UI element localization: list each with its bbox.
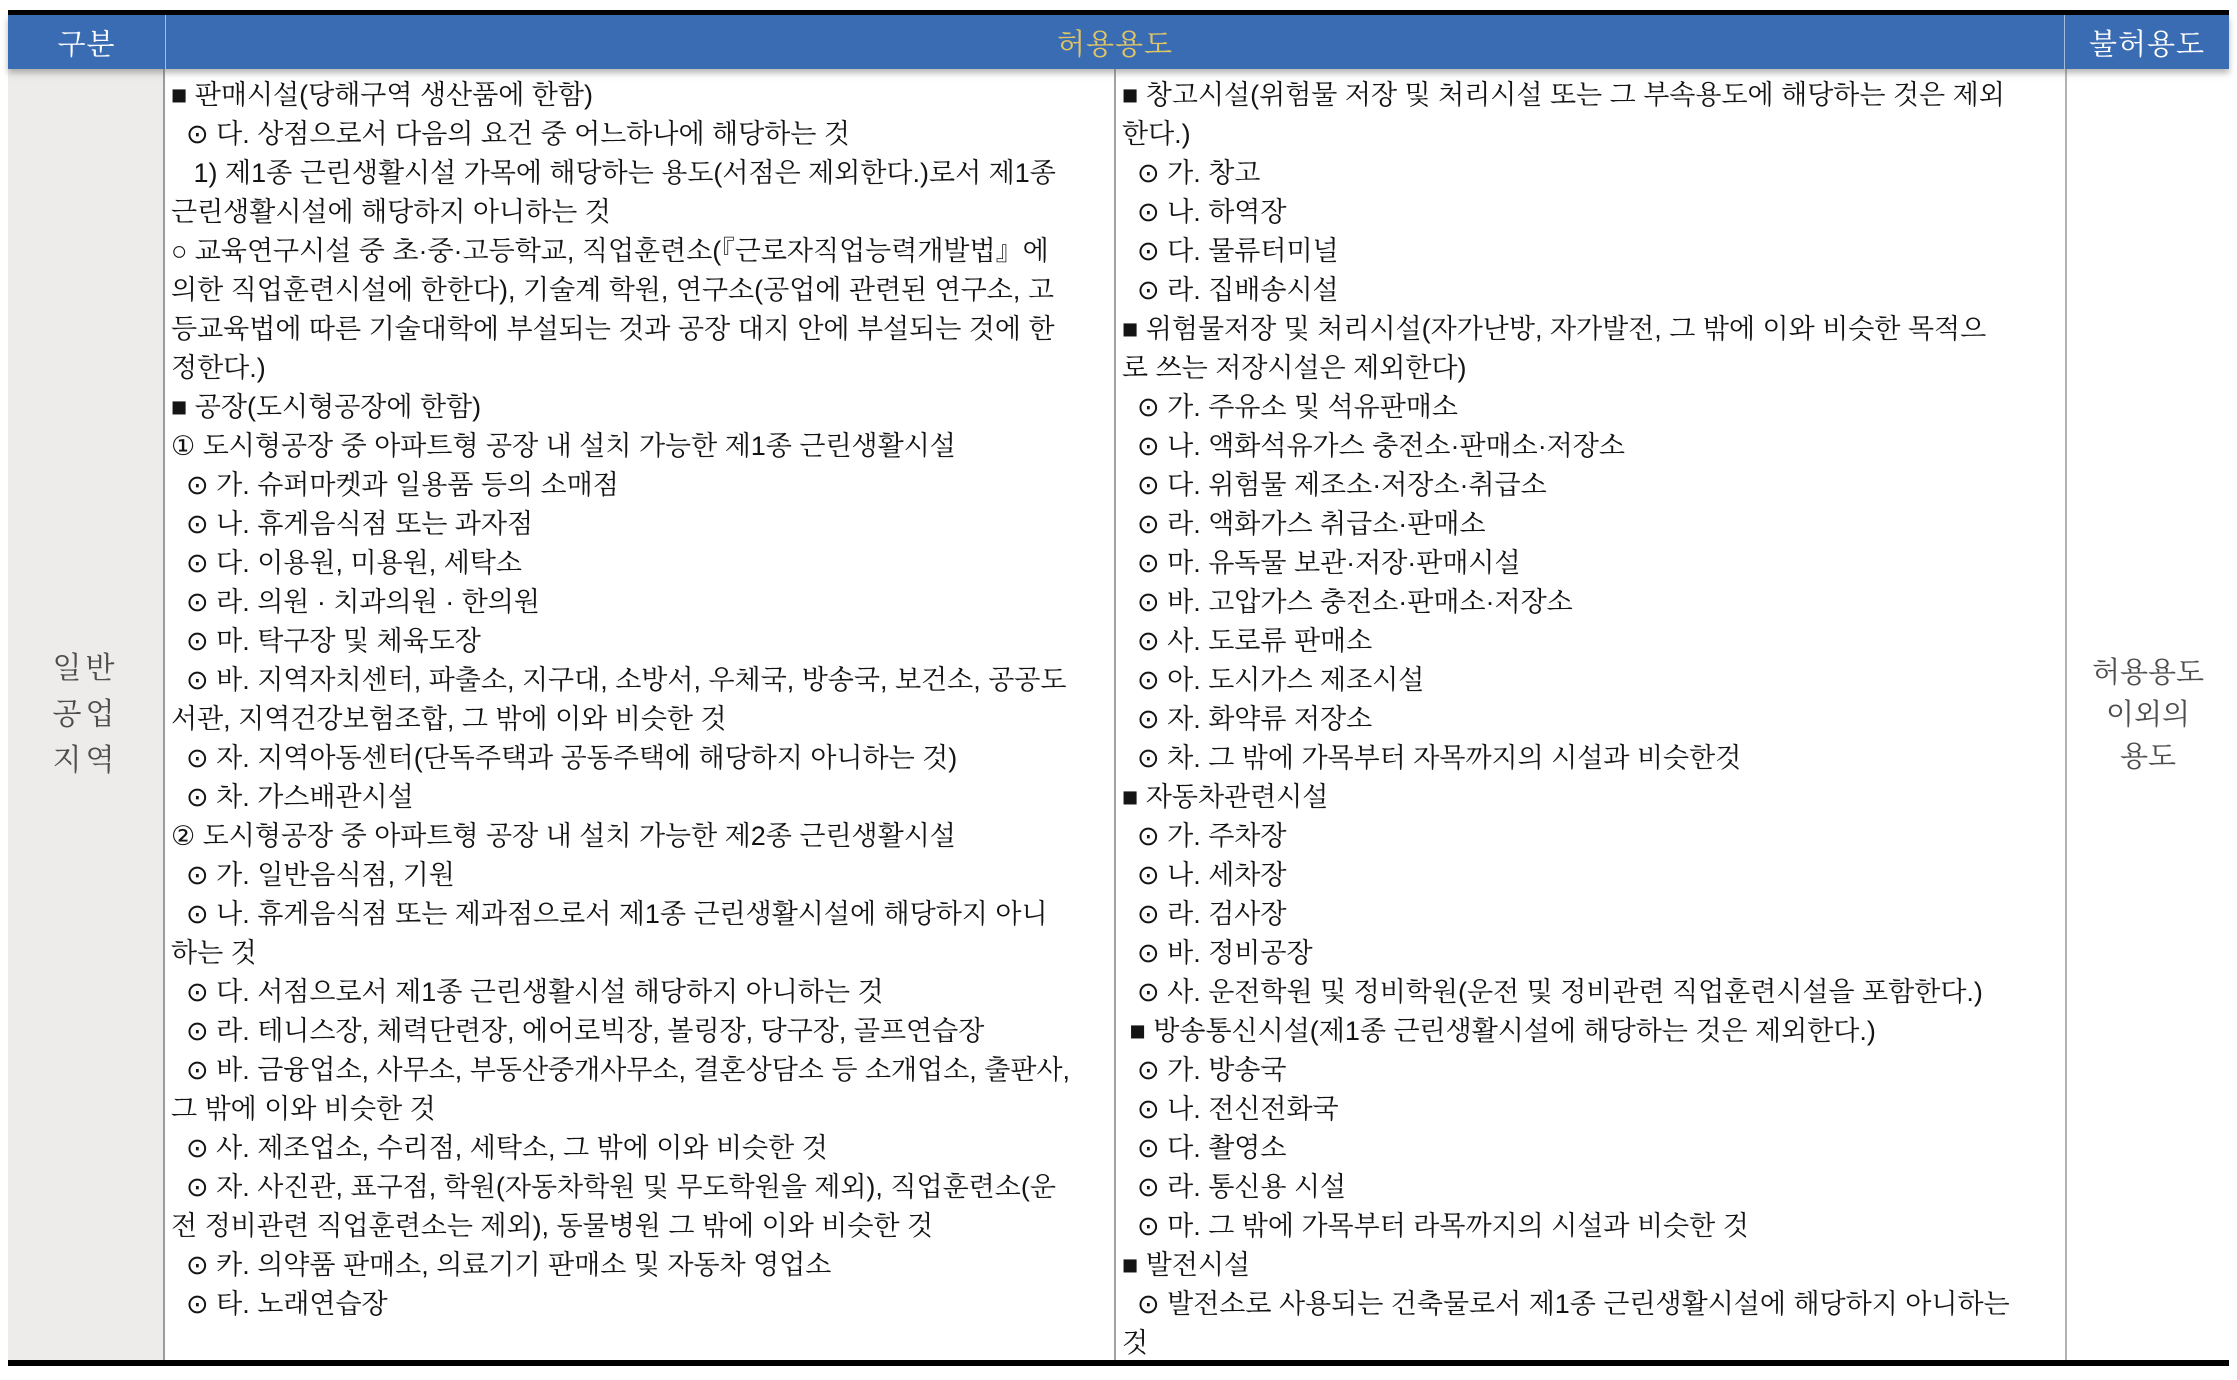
text-line: ⊙ 차. 그 밖에 가목부터 자목까지의 시설과 비슷한것 <box>1122 743 1742 773</box>
text-line: ○ 교육연구시설 중 초·중·고등학교, 직업훈련소(『근로자직업능력개발법』에 <box>171 236 1049 266</box>
text-line: 일반 <box>52 651 119 685</box>
text-line: ⊙ 카. 의약품 판매소, 의료기기 판매소 및 자동차 영업소 <box>171 1250 832 1280</box>
text-line: 정한다.) <box>171 353 266 383</box>
text-line: 한다.) <box>1122 119 1191 149</box>
text-line: 로 쓰는 저장시설은 제외한다) <box>1122 353 1467 383</box>
text-line: ⊙ 아. 도시가스 제조시설 <box>1122 665 1425 695</box>
header-cell-permitted-uses: 허용용도 <box>165 15 2065 69</box>
text-line: ⊙ 다. 서점으로서 제1종 근린생활시설 해당하지 아니하는 것 <box>171 977 884 1007</box>
table-header-row <box>8 15 2229 69</box>
text-line: ■ 발전시설 <box>1122 1250 1251 1280</box>
text-line: ⊙ 마. 탁구장 및 체육도장 <box>171 626 481 656</box>
text-line: ⊙ 다. 상점으로서 다음의 요건 중 어느하나에 해당하는 것 <box>171 119 850 149</box>
text-line: ① 도시형공장 중 아파트형 공장 내 설치 가능한 제1종 근린생활시설 <box>171 431 956 461</box>
text-line: 이외의 <box>2105 698 2191 731</box>
text-line: ⊙ 사. 제조업소, 수리점, 세탁소, 그 밖에 이와 비슷한 것 <box>171 1133 828 1163</box>
text-line: ② 도시형공장 중 아파트형 공장 내 설치 가능한 제2종 근린생활시설 <box>171 821 956 851</box>
text-line: 허용용도 <box>2091 656 2205 689</box>
header-cell-category: 구분 <box>57 28 116 61</box>
text-line: 것 <box>1122 1328 1149 1358</box>
header-cell-prohibited-uses: 불허용도 <box>2088 28 2206 61</box>
text-line: ■ 창고시설(위험물 저장 및 처리시설 또는 그 부속용도에 해당하는 것은 제외 <box>1122 80 2005 110</box>
text-line: ⊙ 다. 물류터미널 <box>1122 236 1339 266</box>
text-line: ⊙ 가. 창고 <box>1122 158 1261 188</box>
text-line: ⊙ 나. 휴게음식점 또는 제과점으로서 제1종 근린생활시설에 해당하지 아니 <box>171 899 1048 929</box>
text-line: ⊙ 가. 주유소 및 석유판매소 <box>1122 392 1458 422</box>
text-line: ⊙ 나. 휴게음식점 또는 과자점 <box>171 509 534 539</box>
text-line: ⊙ 가. 방송국 <box>1122 1055 1287 1085</box>
text-line: ⊙ 가. 주차장 <box>1122 821 1287 851</box>
table-body-row <box>8 69 2229 1360</box>
text-line: 의한 직업훈련시설에 한한다), 기술계 학원, 연구소(공업에 관련된 연구소, 고 <box>171 275 1054 305</box>
text-line: ■ 위험물저장 및 처리시설(자가난방, 자가발전, 그 밖에 이와 비슷한 목적으 <box>1122 314 1987 344</box>
text-line: ⊙ 차. 가스배관시설 <box>171 782 414 812</box>
text-line: ⊙ 바. 지역자치센터, 파출소, 지구대, 소방서, 우체국, 방송국, 보건소, 공공도 <box>171 665 1067 695</box>
text-line: 지역 <box>52 743 119 777</box>
text-line: 그 밖에 이와 비슷한 것 <box>171 1094 436 1124</box>
category-cell-general-industrial-zone <box>8 69 165 1360</box>
text-line: ⊙ 나. 액화석유가스 충전소·판매소·저장소 <box>1122 431 1625 461</box>
text-line: ⊙ 자. 사진관, 표구점, 학원(자동차학원 및 무도학원을 제외), 직업훈련소(운 <box>171 1172 1056 1202</box>
text-line: ⊙ 라. 검사장 <box>1122 899 1287 929</box>
text-line: ⊙ 라. 집배송시설 <box>1122 275 1339 305</box>
text-line: ⊙ 마. 유독물 보관·저장·판매시설 <box>1122 548 1521 578</box>
text-line: ⊙ 마. 그 밖에 가목부터 라목까지의 시설과 비슷한 것 <box>1122 1211 1749 1241</box>
text-line: ■ 판매시설(당해구역 생산품에 한함) <box>171 80 593 110</box>
permitted-uses-left-column <box>165 69 1114 1360</box>
permitted-uses-right-column <box>1116 69 2065 1360</box>
text-line: ⊙ 자. 화약류 저장소 <box>1122 704 1373 734</box>
text-line: ⊙ 라. 액화가스 취급소·판매소 <box>1122 509 1486 539</box>
text-line: 서관, 지역건강보험조합, 그 밖에 이와 비슷한 것 <box>171 704 727 734</box>
zoning-use-table <box>8 10 2229 1366</box>
text-line: ⊙ 가. 슈퍼마켓과 일용품 등의 소매점 <box>171 470 619 500</box>
text-line: ⊙ 사. 운전학원 및 정비학원(운전 및 정비관련 직업훈련시설을 포함한다.) <box>1122 977 1983 1007</box>
text-line: ⊙ 발전소로 사용되는 건축물로서 제1종 근린생활시설에 해당하지 아니하는 <box>1122 1289 2010 1319</box>
text-line: ⊙ 나. 하역장 <box>1122 197 1287 227</box>
text-line: 공업 <box>52 697 119 731</box>
text-line: 전 정비관련 직업훈련소는 제외), 동물병원 그 밖에 이와 비슷한 것 <box>171 1211 934 1241</box>
text-line: ⊙ 라. 통신용 시설 <box>1122 1172 1347 1202</box>
text-line: ■ 자동차관련시설 <box>1122 782 1329 812</box>
text-line: ■ 공장(도시형공장에 한함) <box>171 392 482 422</box>
text-line: 하는 것 <box>171 938 257 968</box>
text-line: ⊙ 라. 의원 · 치과의원 · 한의원 <box>171 587 540 617</box>
text-line: ⊙ 바. 고압가스 충전소·판매소·저장소 <box>1122 587 1573 617</box>
text-line: ⊙ 다. 이용원, 미용원, 세탁소 <box>171 548 522 578</box>
text-line: ⊙ 사. 도로류 판매소 <box>1122 626 1373 656</box>
text-line: ⊙ 나. 전신전화국 <box>1122 1094 1339 1124</box>
text-line: ⊙ 다. 촬영소 <box>1122 1133 1287 1163</box>
text-line: ⊙ 가. 일반음식점, 기원 <box>171 860 455 890</box>
text-line: 등교육법에 따른 기술대학에 부설되는 것과 공장 대지 안에 부설되는 것에 한 <box>171 314 1055 344</box>
prohibited-uses-cell <box>2065 69 2229 1360</box>
text-line: 용도 <box>2119 740 2177 773</box>
text-line: ⊙ 나. 세차장 <box>1122 860 1287 890</box>
text-line: ⊙ 라. 테니스장, 체력단련장, 에어로빅장, 볼링장, 당구장, 골프연습장 <box>171 1016 985 1046</box>
text-line: ⊙ 자. 지역아동센터(단독주택과 공동주택에 해당하지 아니하는 것) <box>171 743 958 773</box>
text-line: 근린생활시설에 해당하지 아니하는 것 <box>171 197 611 227</box>
text-line: ⊙ 바. 정비공장 <box>1122 938 1313 968</box>
permitted-uses-cell <box>165 69 2065 1360</box>
text-line: ⊙ 다. 위험물 제조소·저장소·취급소 <box>1122 470 1547 500</box>
text-line: ⊙ 타. 노래연습장 <box>171 1289 388 1319</box>
text-line: ■ 방송통신시설(제1종 근린생활시설에 해당하는 것은 제외한다.) <box>1122 1016 1876 1046</box>
text-line: ⊙ 바. 금융업소, 사무소, 부동산중개사무소, 결혼상담소 등 소개업소, 출판사, <box>171 1055 1071 1085</box>
text-line: 1) 제1종 근린생활시설 가목에 해당하는 용도(서점은 제외한다.)로서 제1종 <box>171 158 1056 188</box>
